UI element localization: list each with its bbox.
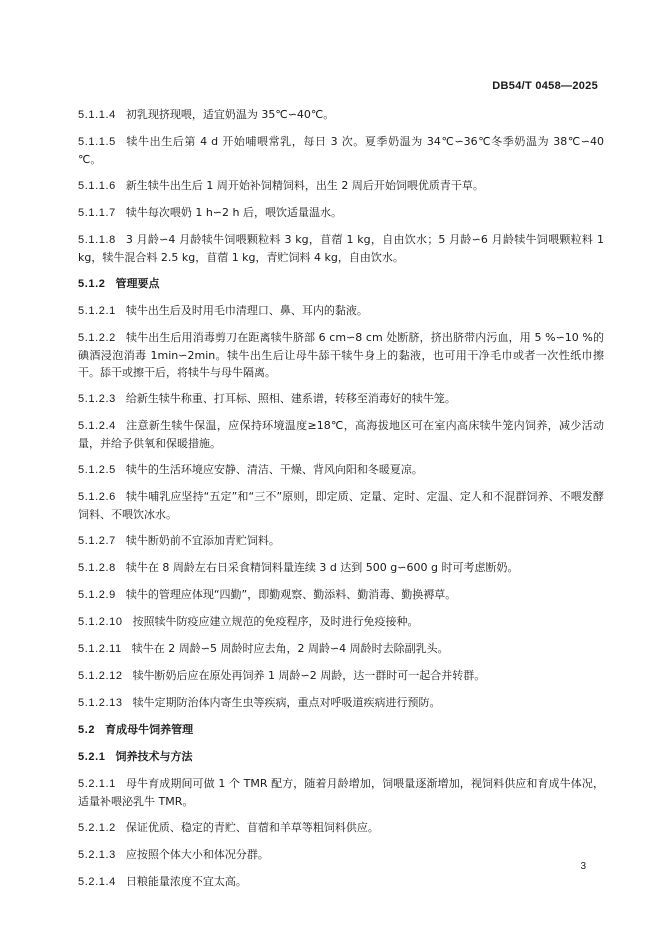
clause-text: 犊牛哺乳应坚持“五定”和“三不”原则，即定质、定量、定时、定温、定人和不混群饲养、不喂发酵饲料、不喂饮冰水。 (78, 490, 604, 521)
clause-number: 5.1.2.8 (78, 562, 116, 574)
clause-text: 犊牛出生后用消毒剪刀在距离犊牛脐部 6 cm∽8 cm 处断脐，挤出脐带内污血，用 5 %∽10 %的碘酒浸泡消毒 1min∽2min。犊牛出生后让母牛舔干犊牛身上的黏液，也可用干净毛巾或者一次性纸巾擦干。舔干或擦干后，将犊牛与母牛隔离。 (78, 331, 604, 379)
clause (78, 177, 604, 195)
clause-text: 犊牛的生活环境应安静、清洁、干燥、背风向阳和冬暖夏凉。 (125, 463, 423, 476)
clause (78, 775, 604, 810)
clause-number: 5.1.1.4 (78, 109, 116, 121)
clause-text: 初乳现挤现喂，适宜奶温为 35℃∽40℃。 (125, 108, 335, 121)
clause-text: 3 月龄∽4 月龄犊牛饲喂颗粒料 3 kg，苜蓿 1 kg，自由饮水；5 月龄∽6 月龄犊牛饲喂颗粒料 1 kg，犊牛混合料 2.5 kg，苜蓿 1 kg，青贮饲料 4 kg，自由饮水。 (78, 233, 604, 264)
clause-text: 犊牛在 2 周龄∽5 周龄时应去角，2 周龄∽4 周龄时去除副乳头。 (131, 642, 449, 655)
clause (78, 819, 604, 837)
clause (78, 417, 604, 452)
clause (78, 488, 604, 523)
clause (78, 873, 604, 891)
clause-number: 5.1.2.3 (78, 393, 116, 405)
page-number: 3 (580, 861, 586, 872)
clause-number: 5.1.1.5 (78, 136, 116, 148)
clause (78, 329, 604, 381)
clause-number: 5.1.2.5 (78, 464, 116, 476)
clause-text: 犊牛断奶后应在原处再饲养 1 周龄∽2 周龄，达一群时可一起合并转群。 (132, 669, 486, 682)
clause-number: 5.2.1 (78, 751, 106, 763)
clause-number: 5.1.2.9 (78, 589, 116, 601)
clause (78, 613, 604, 631)
clause (78, 640, 604, 658)
clause-text: 育成母牛饲养管理 (105, 723, 194, 736)
clause-number: 5.1.2.4 (78, 420, 116, 432)
clause (78, 133, 604, 168)
clause-number: 5.1.2.10 (78, 616, 123, 628)
clause-number: 5.1.2.7 (78, 535, 116, 547)
clause (78, 559, 604, 577)
section-heading (78, 275, 604, 293)
clause (78, 106, 604, 124)
clause-number: 5.2.1.4 (78, 876, 116, 888)
clause-number: 5.1.1.8 (78, 234, 116, 246)
clause (78, 231, 604, 266)
clause-number: 5.1.1.7 (78, 207, 116, 219)
clause (78, 694, 604, 712)
clause-text: 新生犊牛出生后 1 周开始补饲精饲料，出生 2 周后开始饲喂优质青干草。 (125, 179, 484, 192)
clause-number: 5.1.2.12 (78, 670, 123, 682)
clause-number: 5.1.2.6 (78, 491, 116, 503)
clause-number: 5.1.2 (78, 278, 106, 290)
clause-number: 5.2.1.2 (78, 822, 116, 834)
clause-number: 5.1.2.13 (78, 697, 123, 709)
clause-text: 日粮能量浓度不宜太高。 (125, 875, 247, 888)
document-body (78, 106, 604, 900)
clause-text: 母牛育成期间可做 1 个 TMR 配方，随着月龄增加，饲喂量逐渐增加，视饲料供应和育成牛体况，适量补喂泌乳牛 TMR。 (78, 777, 604, 808)
clause-text: 给新生犊牛称重、打耳标、照相、建系谱，转移至消毒好的犊牛笼。 (125, 392, 456, 405)
clause (78, 461, 604, 479)
clause-number: 5.2.1.1 (78, 778, 116, 790)
clause-text: 注意新生犊牛保温，应保持环境温度≥18℃，高海拔地区可在室内高床犊牛笼内饲养，减少活动量，并给予供氧和保暖措施。 (78, 419, 604, 450)
clause-text: 管理要点 (115, 277, 160, 290)
clause (78, 532, 604, 550)
clause-number: 5.2 (78, 724, 96, 736)
clause-text: 犊牛出生后第 4 d 开始哺喂常乳，每日 3 次。夏季奶温为 34℃∽36℃冬季奶温为 38℃∽40 ℃。 (78, 135, 604, 166)
clause-text: 犊牛在 8 周龄左右日采食精饲料量连续 3 d 达到 500 g∽600 g 时可考虑断奶。 (125, 561, 519, 574)
clause-text: 饲养技术与方法 (115, 750, 193, 763)
clause-number: 5.1.2.1 (78, 305, 116, 317)
clause-text: 犊牛的管理应体现“四勤”，即勤观察、勤添料、勤消毒、勤换褥草。 (125, 588, 457, 601)
section-heading (78, 721, 604, 739)
clause-text: 犊牛定期防治体内寄生虫等疾病，重点对呼吸道疾病进行预防。 (132, 696, 441, 709)
clause-number: 5.1.1.6 (78, 180, 116, 192)
clause-number: 5.1.2.2 (78, 332, 116, 344)
clause-text: 犊牛每次喂奶 1 h∽2 h 后，喂饮适量温水。 (125, 206, 342, 219)
clause (78, 390, 604, 408)
clause (78, 204, 604, 222)
clause (78, 586, 604, 604)
clause-number: 5.1.2.11 (78, 643, 122, 655)
clause-number: 5.2.1.3 (78, 849, 116, 861)
clause-text: 犊牛断奶前不宜添加青贮饲料。 (125, 534, 280, 547)
clause-text: 保证优质、稳定的青贮、苜蓿和羊草等粗饲料供应。 (125, 821, 379, 834)
clause (78, 302, 604, 320)
clause-text: 应按照个体大小和体况分群。 (125, 848, 269, 861)
document-code: DB54/T 0458—2025 (492, 80, 598, 92)
section-heading (78, 748, 604, 766)
clause (78, 846, 604, 864)
clause-text: 按照犊牛防疫应建立规范的免疫程序，及时进行免疫接种。 (132, 615, 419, 628)
clause (78, 667, 604, 685)
clause-text: 犊牛出生后及时用毛巾清理口、鼻、耳内的黏液。 (125, 304, 368, 317)
